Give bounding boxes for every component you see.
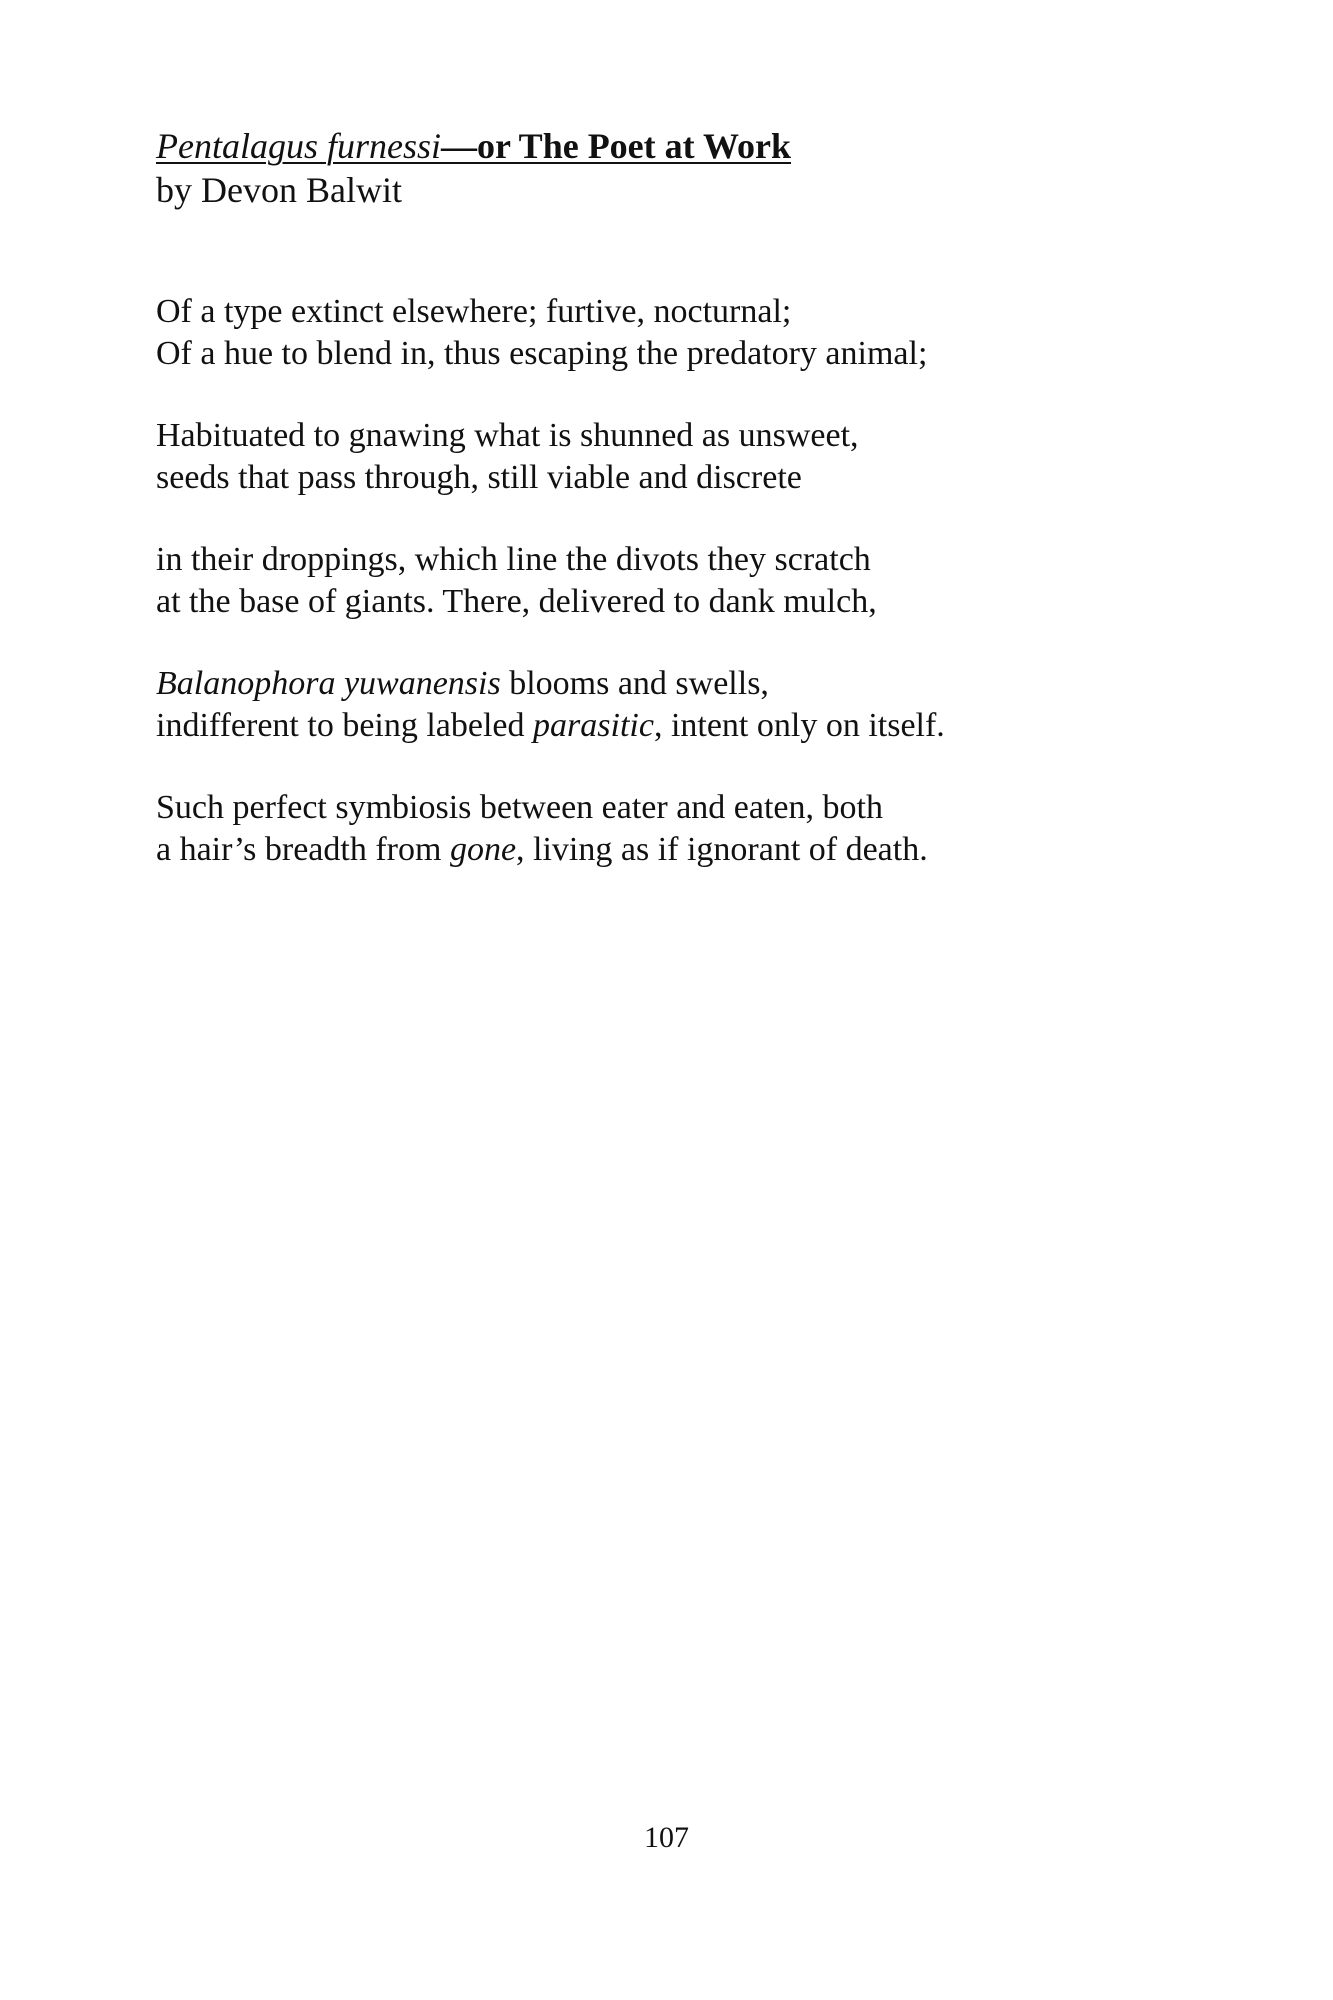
poem-line (156, 705, 945, 747)
stanza-5 (156, 787, 945, 871)
poem-italic-phrase: parasitic (533, 707, 654, 744)
stanza-1 (156, 291, 945, 375)
poem-text: a hair’s breadth from (156, 831, 450, 868)
poem-line: Such perfect symbiosis between eater and eaten, both (156, 789, 883, 826)
poem-line: Of a type extinct elsewhere; furtive, nocturnal; (156, 293, 792, 330)
poem-line (156, 829, 945, 871)
poem-title (156, 124, 791, 168)
poem-text: blooms and swells, (500, 665, 769, 702)
stanza-3 (156, 539, 945, 623)
poem-header (156, 124, 791, 212)
poem-line (156, 663, 945, 705)
page-number: 107 (644, 1821, 689, 1854)
poem-text: indifferent to being labeled (156, 707, 534, 744)
poem-line: seeds that pass through, still viable and discrete (156, 459, 802, 496)
poem-line: Of a hue to blend in, thus escaping the predatory animal; (156, 335, 928, 372)
poem-body (156, 291, 945, 911)
poem-title-species: Pentalagus furnessi (156, 126, 441, 166)
poem-byline: by Devon Balwit (156, 170, 402, 210)
stanza-2 (156, 415, 945, 499)
poem-text: , living as if ignorant of death. (516, 831, 928, 868)
poem-italic-phrase: gone (449, 831, 517, 868)
poem-text: , intent only on itself. (653, 707, 945, 744)
poem-line: at the base of giants. There, delivered to dank mulch, (156, 583, 877, 620)
stanza-4 (156, 663, 945, 747)
poem-line: Habituated to gnawing what is shunned as unsweet, (156, 417, 859, 454)
poem-title-subtitle: —or The Poet at Work (441, 126, 791, 166)
poem-italic-phrase: Balanophora yuwanensis (156, 665, 501, 702)
poem-line: in their droppings, which line the divots they scratch (156, 541, 871, 578)
